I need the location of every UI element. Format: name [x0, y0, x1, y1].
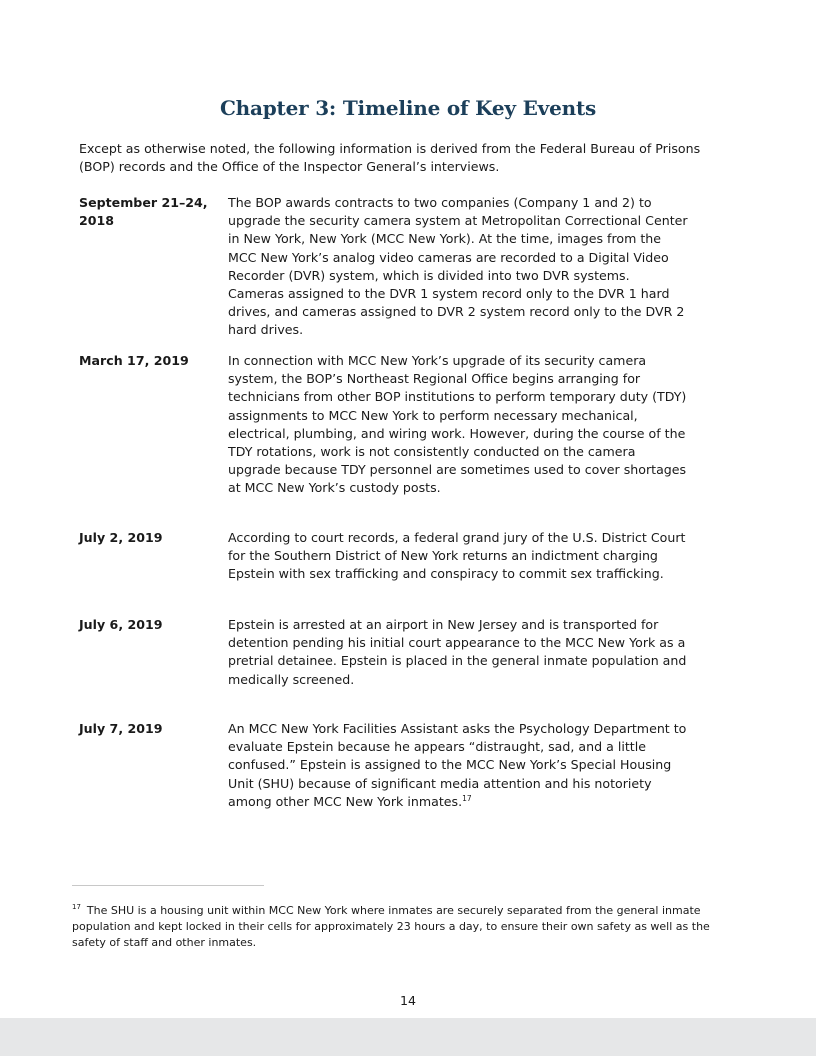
entry-date: July 6, 2019: [79, 617, 163, 632]
footnote-reference[interactable]: 17: [462, 793, 472, 803]
footnote: [72, 903, 720, 951]
entry-date: March 17, 2019: [79, 353, 189, 368]
footnote-divider: [72, 885, 264, 886]
entry-text: In connection with MCC New York’s upgrade of its security camera system, the BOP’s Northeast Regional Office begins arranging for technicians from other BOP institutions to perform temporary duty (TDY) assignments to MCC New York to perform necessary mechanical, electrical, plumbing, and wiring work. However, during the course of the TDY rotations, work is not consistently conducted on the camera upgrade because TDY personnel are sometimes used to cover shortages at MCC New York’s custody posts.: [228, 353, 687, 496]
footnote-text: The SHU is a housing unit within MCC New York where inmates are securely separated from the general inmate population and kept locked in their cells for approximately 23 hours a day, to ensure their own safety as well as the safety of staff and other inmates.: [72, 904, 710, 949]
footnote-number: 17: [72, 903, 81, 912]
entry-text: According to court records, a federal grand jury of the U.S. District Court for the Southern District of New York returns an indictment charging Epstein with sex trafficking and conspiracy to commit sex trafficking.: [228, 530, 686, 582]
entry-text: [228, 720, 688, 811]
entry-date: September 21–24, 2018: [79, 195, 208, 229]
entry-text: Epstein is arrested at an airport in New Jersey and is transported for detention pending his initial court appearance to the MCC New York as a pretrial detainee. Epstein is placed in the general inmate population and medically screened.: [228, 617, 687, 687]
entry-text-body: An MCC New York Facilities Assistant asks the Psychology Department to evaluate Epstein because he appears “distraught, sad, and a little confused.” Epstein is assigned to the MCC New York’s Special Housing Unit (SHU) because of significant media attention and his notoriety among other MCC New York inmates.: [228, 721, 687, 809]
chapter-title: Chapter 3: Timeline of Key Events: [219, 96, 597, 120]
intro-paragraph: Except as otherwise noted, the following information is derived from the Federal Bureau of Prisons (BOP) records and the Office of the Inspector General’s interviews.: [79, 141, 701, 175]
entry-text: The BOP awards contracts to two companies (Company 1 and 2) to upgrade the security camera system at Metropolitan Correctional Center in New York, New York (MCC New York). At the time, images from the MCC New York’s analog video cameras are recorded to a Digital Video Recorder (DVR) system, which is divided into two DVR systems. Cameras assigned to the DVR 1 system record only to the DVR 1 hard drives, and cameras assigned to DVR 2 system record only to the DVR 2 hard drives.: [228, 195, 688, 338]
entry-date: July 7, 2019: [79, 721, 163, 736]
page-number: 14: [399, 993, 417, 1008]
entry-date: July 2, 2019: [79, 530, 163, 545]
